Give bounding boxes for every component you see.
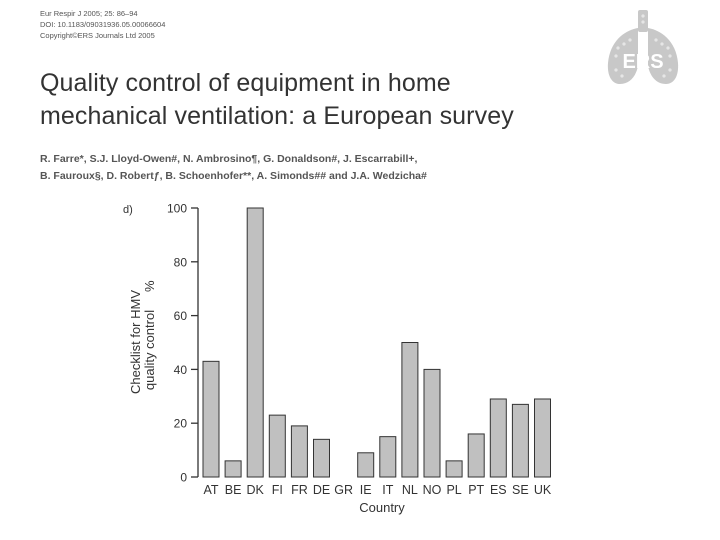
- x-tick-label-es: ES: [489, 483, 507, 497]
- authors-line-2: B. Fauroux§, D. Robertƒ, B. Schoenhofer**, A. Simonds## and J.A. Wedzicha#: [40, 170, 427, 182]
- y-tick-label: 0: [180, 470, 187, 485]
- x-tick-label-dk: DK: [246, 483, 264, 497]
- x-tick-label-it: IT: [382, 483, 394, 497]
- y-tick-label: 60: [173, 309, 187, 324]
- x-tick-label-pt: PT: [468, 483, 485, 497]
- y-axis-label-line-1: Checklist for HMV: [128, 289, 143, 395]
- x-tick-label-fr: FR: [291, 483, 308, 497]
- journal-citation: Eur Respir J 2005; 25: 86–94: [40, 9, 138, 18]
- y-tick-label: 20: [173, 416, 187, 431]
- bar-at: [203, 361, 219, 477]
- x-tick-label-gr: GR: [334, 483, 353, 497]
- x-tick-label-fi: FI: [271, 483, 283, 497]
- bar-de: [314, 439, 330, 477]
- y-tick-label: 40: [173, 362, 187, 377]
- bar-fi: [269, 415, 285, 477]
- bar-be: [225, 461, 241, 477]
- y-axis-label-line-2: quality control: [142, 309, 157, 391]
- bar-nl: [402, 343, 418, 478]
- article-title-line-2: mechanical ventilation: a European survey: [40, 102, 514, 130]
- x-axis-label: Country: [359, 500, 405, 515]
- journal-doi: DOI: 10.1183/09031936.05.00066604: [40, 20, 166, 29]
- y-tick-label: 100: [166, 201, 187, 216]
- y-tick-label: 80: [173, 255, 187, 270]
- bar-fr: [291, 426, 307, 477]
- bar-no: [424, 369, 440, 477]
- journal-copyright: Copyright©ERS Journals Ltd 2005: [40, 31, 155, 40]
- panel-label: d): [123, 204, 133, 216]
- bar-se: [512, 404, 528, 477]
- x-tick-label-uk: UK: [533, 483, 552, 497]
- x-tick-label-nl: NL: [401, 483, 418, 497]
- bar-uk: [535, 399, 551, 477]
- bar-pl: [446, 461, 462, 477]
- bars-group: [203, 208, 551, 477]
- x-tick-label-pl: PL: [446, 483, 462, 497]
- y-axis-title: [128, 280, 157, 394]
- bar-ie: [358, 453, 374, 477]
- x-tick-label-se: SE: [512, 483, 529, 497]
- y-axis: [167, 202, 198, 485]
- logo-text: ERS: [622, 51, 664, 73]
- y-axis-unit: %: [142, 280, 157, 292]
- x-tick-label-ie: IE: [359, 483, 372, 497]
- article-title-line-1: Quality control of equipment in home: [40, 69, 451, 97]
- bar-es: [490, 399, 506, 477]
- x-axis: [203, 483, 551, 497]
- authors-line-1: R. Farre*, S.J. Lloyd-Owen#, N. Ambrosino¶, G. Donaldson#, J. Escarrabill+,: [40, 153, 418, 165]
- x-tick-label-at: AT: [203, 483, 219, 497]
- x-tick-label-no: NO: [422, 483, 442, 497]
- bar-dk: [247, 208, 263, 477]
- x-tick-label-de: DE: [312, 483, 331, 497]
- x-tick-label-be: BE: [224, 483, 242, 497]
- bar-pt: [468, 434, 484, 477]
- bar-it: [380, 437, 396, 477]
